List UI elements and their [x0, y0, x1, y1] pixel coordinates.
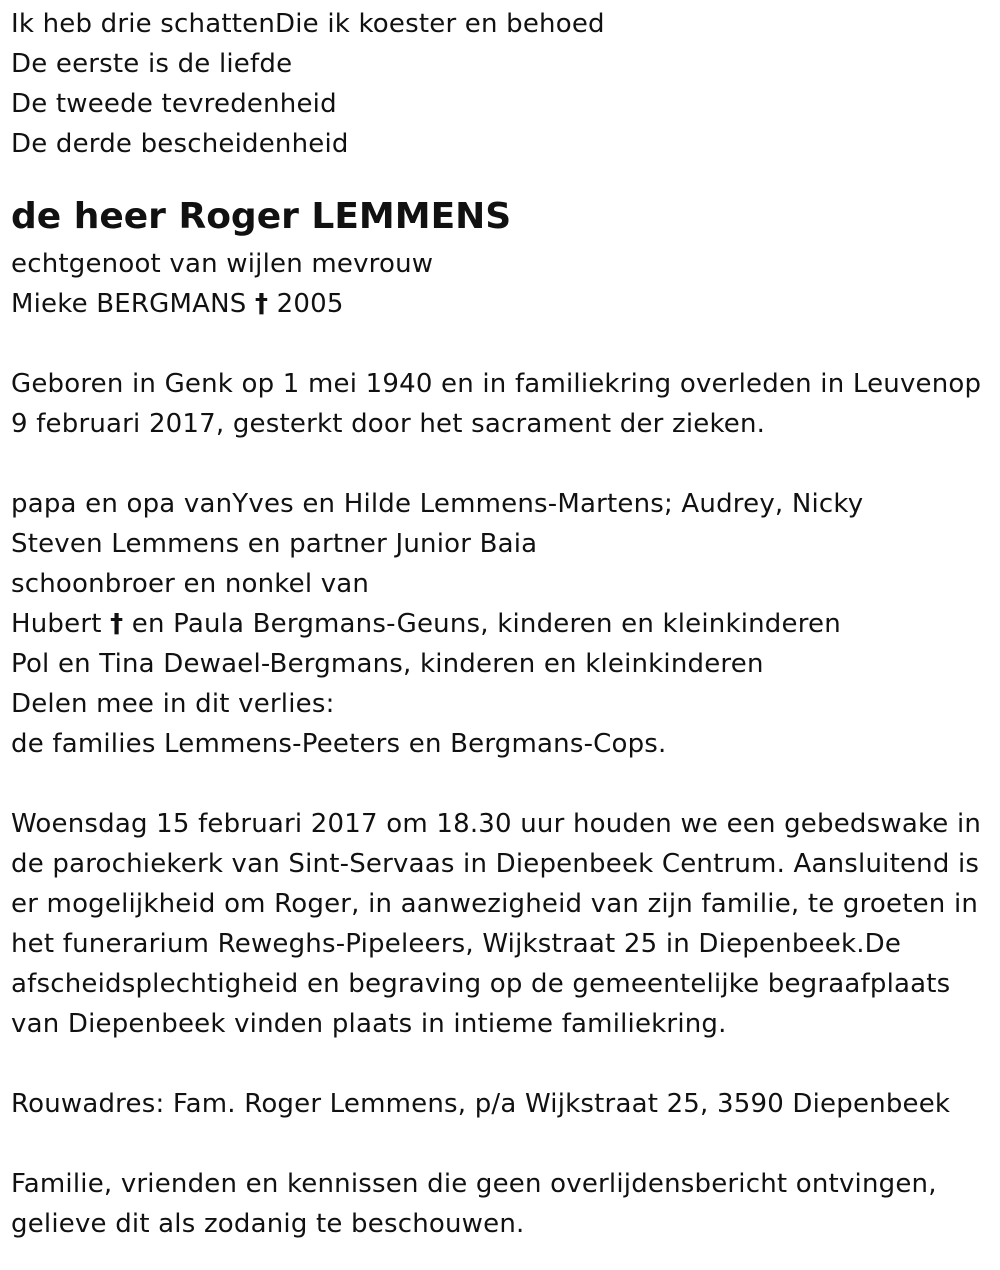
poem — [11, 4, 986, 164]
address-paragraph — [11, 1084, 986, 1124]
birth-paragraph — [11, 364, 986, 444]
family-line-5: Pol en Tina Dewael-Bergmans, kinderen en kleinkinderen — [11, 649, 764, 679]
family-line-4-rest: en Paula Bergmans-Geuns, kinderen en kleinkinderen — [131, 609, 841, 639]
cross-icon: † — [254, 289, 269, 319]
ceremony-line-2: de parochiekerk van Sint-Servaas in Diepenbeek Centrum. Aansluitend is — [11, 849, 980, 879]
ceremony-line-5: afscheidsplechtigheid en begraving op de gemeentelijke begraafplaats — [11, 969, 951, 999]
deceased-name: de heer Roger LEMMENS — [11, 196, 512, 237]
family-line-7: de families Lemmens-Peeters en Bergmans-Cops. — [11, 729, 667, 759]
notice-paragraph — [11, 1164, 986, 1244]
poem-line-3: De tweede tevredenheid — [11, 89, 337, 119]
birth-line-1: Geboren in Genk op 1 mei 1940 en in familiekring overleden in Leuvenop — [11, 369, 982, 399]
poem-line-2: De eerste is de liefde — [11, 49, 293, 79]
family-line-4-name: Hubert — [11, 609, 102, 639]
spouse-year: 2005 — [276, 289, 344, 319]
cross-icon: † — [110, 609, 124, 639]
family-line-3: schoonbroer en nonkel van — [11, 569, 370, 599]
spouse-name: Mieke BERGMANS — [11, 289, 247, 319]
deceased-block — [11, 192, 986, 324]
ceremony-line-4: het funerarium Reweghs-Pipeleers, Wijkstraat 25 in Diepenbeek.De — [11, 929, 902, 959]
spouse-line: echtgenoot van wijlen mevrouw — [11, 249, 434, 279]
ceremony-line-6: van Diepenbeek vinden plaats in intieme familiekring. — [11, 1009, 727, 1039]
family-line-2: Steven Lemmens en partner Junior Baia — [11, 529, 538, 559]
poem-line-4: De derde bescheidenheid — [11, 129, 349, 159]
notice-line-2: gelieve dit als zodanig te beschouwen. — [11, 1209, 525, 1239]
family-line-6: Delen mee in dit verlies: — [11, 689, 335, 719]
obituary-document — [11, 4, 986, 1244]
notice-line-1: Familie, vrienden en kennissen die geen overlijdensbericht ontvingen, — [11, 1169, 937, 1199]
birth-line-2: 9 februari 2017, gesterkt door het sacrament der zieken. — [11, 409, 766, 439]
family-line-4 — [11, 604, 986, 644]
family-paragraph — [11, 484, 986, 764]
ceremony-paragraph — [11, 804, 986, 1044]
ceremony-line-3: er mogelijkheid om Roger, in aanwezigheid van zijn familie, te groeten in — [11, 889, 979, 919]
ceremony-line-1: Woensdag 15 februari 2017 om 18.30 uur houden we een gebedswake in — [11, 809, 982, 839]
poem-line-1: Ik heb drie schattenDie ik koester en behoed — [11, 9, 605, 39]
address-line: Rouwadres: Fam. Roger Lemmens, p/a Wijkstraat 25, 3590 Diepenbeek — [11, 1089, 951, 1119]
spouse-name-line — [11, 284, 986, 324]
family-line-1: papa en opa vanYves en Hilde Lemmens-Martens; Audrey, Nicky — [11, 489, 864, 519]
